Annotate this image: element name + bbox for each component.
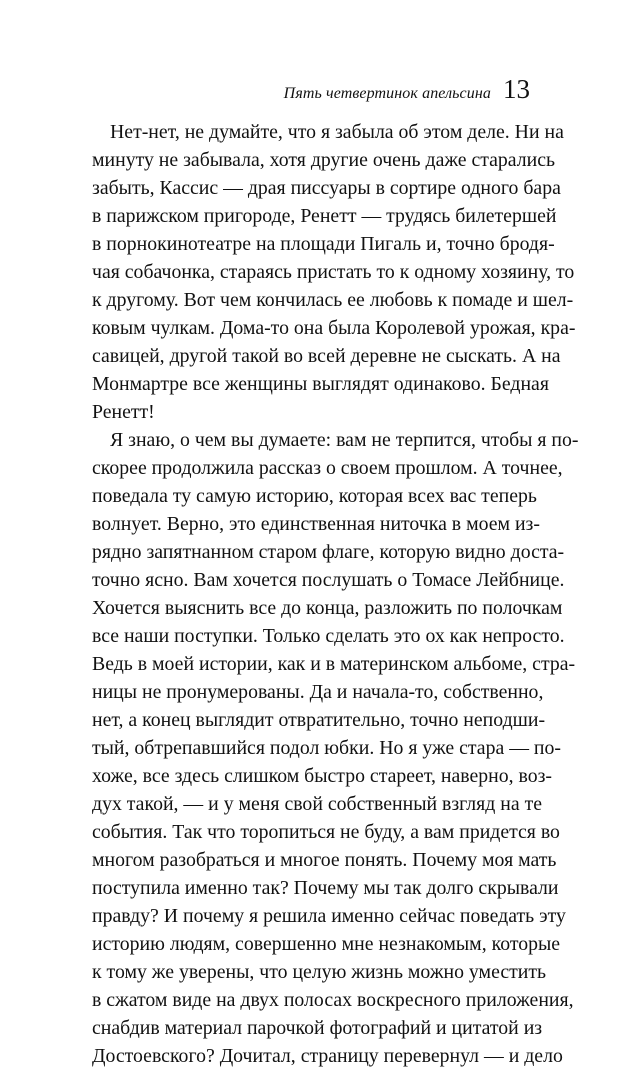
text-line: хоже, все здесь слишком быстро стареет, наверно, воз-: [92, 765, 552, 787]
text-line: Хочется выяснить все до конца, разложить по полочкам: [92, 597, 563, 619]
text-line: события. Так что торопиться не буду, а вам придется во: [92, 821, 560, 843]
text-line: ницы не пронумерованы. Да и начала-то, собственно,: [92, 681, 544, 703]
text-line: поведала ту самую историю, которая всех вас теперь: [92, 485, 537, 507]
text-line: правду? И почему я решила именно сейчас поведать эту: [92, 905, 566, 927]
text-line: Достоевского? Дочитал, страницу перевернул — и дело: [92, 1045, 563, 1067]
text-line: Нет-нет, не думайте, что я забыла об этом деле. Ни на: [110, 121, 564, 143]
text-line: многом разобраться и многое понять. Почему моя мать: [92, 849, 557, 871]
text-line: Я знаю, о чем вы думаете: вам не терпится, чтобы я по-: [110, 429, 579, 451]
text-line: в сжатом виде на двух полосах воскресного приложения,: [92, 989, 574, 1011]
text-line: ковым чулкам. Дома-то она была Королевой урожая, кра-: [92, 317, 576, 339]
text-line: минуту не забывала, хотя другие очень даже старались: [92, 149, 556, 171]
page-number: 13: [503, 74, 530, 104]
text-line: савицей, другой такой во всей деревне не сыскать. А на: [92, 345, 561, 367]
text-line: Монмартре все женщины выглядят одинаково. Бедная: [92, 373, 549, 395]
text-line: снабдив материал парочкой фотографий и цитатой из: [92, 1017, 543, 1039]
text-line: дух такой, — и у меня свой собственный взгляд на те: [92, 793, 542, 815]
text-line: волнует. Верно, это единственная ниточка в моем из-: [92, 513, 540, 535]
text-line: к другому. Вот чем кончилась ее любовь к помаде и шел-: [92, 289, 574, 311]
text-line: историю людям, совершенно мне незнакомым, которые: [92, 933, 561, 955]
text-line: в порнокинотеатре на площади Пигаль и, точно бродя-: [92, 233, 555, 255]
text-line: в парижском пригороде, Ренетт — трудясь билетершей: [92, 205, 557, 227]
text-line: чая собачонка, стараясь пристать то к одному хозяину, то: [92, 261, 575, 283]
text-line: Ведь в моей истории, как и в материнском альбоме, стра-: [92, 653, 576, 675]
text-line: скорее продолжила рассказ о своем прошлом. А точнее,: [92, 457, 563, 479]
text-line: рядно запятнанном старом флаге, которую видно доста-: [92, 541, 565, 563]
paragraph-end-line: Ренетт!: [92, 401, 155, 423]
page-header: [284, 76, 530, 103]
text-line: поступила именно так? Почему мы так долго скрывали: [92, 877, 559, 899]
running-title: Пять четвертинок апельсина: [283, 85, 491, 102]
body-text: [92, 118, 579, 1070]
text-line: к тому же уверены, что целую жизнь можно уместить: [92, 961, 547, 983]
text-line: все наши поступки. Только сделать это ох как непросто.: [92, 625, 565, 647]
text-line: нет, а конец выглядит отвратительно, точно неподши-: [92, 709, 546, 731]
text-line: тый, обтрепавшийся подол юбки. Но я уже стара — по-: [92, 737, 561, 759]
text-line: точно ясно. Вам хочется послушать о Томасе Лейбнице.: [92, 569, 565, 591]
text-line: забыть, Кассис — драя писсуары в сортире одного бара: [92, 177, 561, 199]
